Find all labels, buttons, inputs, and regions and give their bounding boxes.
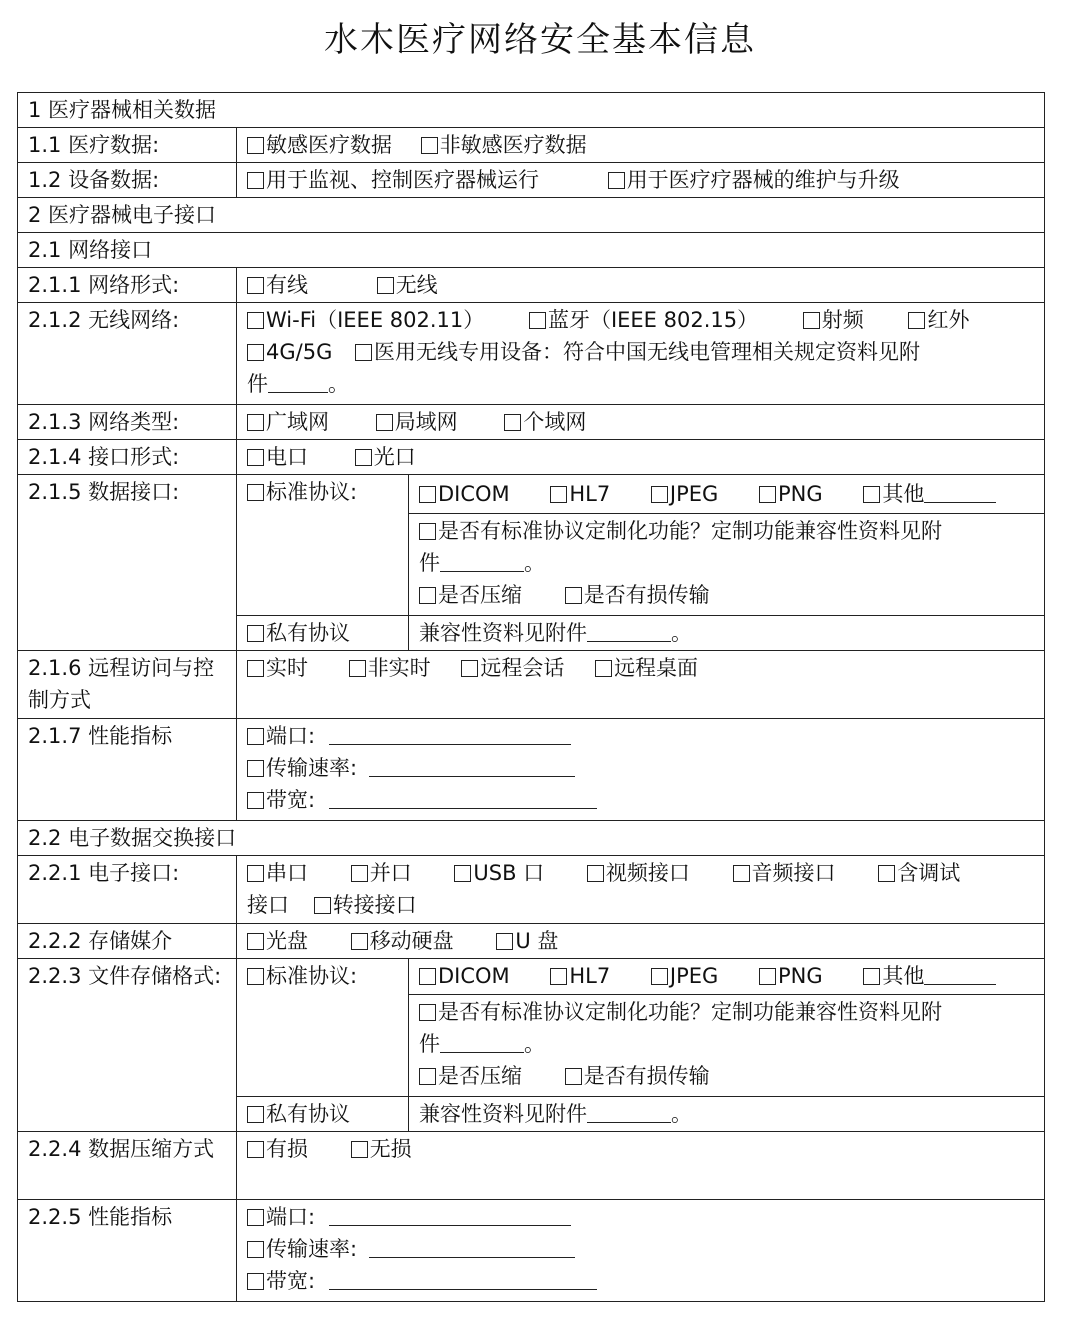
note-text: 兼容性资料见附件 bbox=[419, 1102, 587, 1126]
option-label: 无损 bbox=[369, 1137, 412, 1161]
option-label: 有线 bbox=[266, 273, 308, 297]
checkbox[interactable] bbox=[247, 865, 264, 882]
port-blank[interactable] bbox=[329, 724, 571, 745]
checkbox[interactable] bbox=[247, 968, 264, 985]
checkbox[interactable] bbox=[247, 414, 264, 431]
section-row bbox=[18, 821, 1045, 856]
checkbox[interactable] bbox=[759, 968, 776, 985]
row-options bbox=[237, 651, 1045, 719]
option-label: 带宽: bbox=[266, 1269, 316, 1293]
option-label: 是否有标准协议定制化功能？定制功能兼容性资料见附 bbox=[438, 1000, 942, 1024]
option-label: 带宽: bbox=[266, 788, 316, 812]
option-label: 含调试 bbox=[897, 861, 961, 885]
checkbox[interactable] bbox=[803, 312, 820, 329]
option-label: 其他 bbox=[882, 482, 925, 506]
checkbox[interactable] bbox=[587, 865, 604, 882]
format-options bbox=[409, 959, 1045, 995]
attachment-blank[interactable] bbox=[440, 551, 524, 572]
section-row bbox=[18, 93, 1045, 128]
option-label: 端口: bbox=[266, 724, 316, 748]
checkbox[interactable] bbox=[247, 172, 264, 189]
checkbox[interactable] bbox=[608, 172, 625, 189]
option-label: PNG bbox=[778, 964, 823, 988]
private-note bbox=[409, 1097, 1045, 1132]
option-label: 私有协议 bbox=[266, 1102, 350, 1126]
option-label: 非敏感医疗数据 bbox=[439, 133, 587, 157]
other-blank[interactable] bbox=[924, 964, 996, 985]
checkbox[interactable] bbox=[314, 897, 331, 914]
checkbox[interactable] bbox=[496, 933, 513, 950]
option-label: 是否有标准协议定制化功能？定制功能兼容性资料见附 bbox=[438, 519, 942, 543]
page-title: 水木医疗网络安全基本信息 bbox=[324, 20, 756, 60]
option-label: 个域网 bbox=[523, 410, 587, 434]
option-label: 蓝牙（IEEE 802.15） bbox=[547, 308, 759, 332]
checkbox[interactable] bbox=[454, 865, 471, 882]
row-options bbox=[237, 1132, 1045, 1200]
option-label: 传输速率: bbox=[266, 756, 358, 780]
form-row bbox=[18, 405, 1045, 440]
option-label: 电口 bbox=[266, 445, 308, 469]
protocol-label bbox=[237, 959, 409, 1097]
row-options bbox=[237, 163, 1045, 198]
checkbox[interactable] bbox=[247, 344, 264, 361]
option-label: 广域网 bbox=[266, 410, 329, 434]
attachment-blank[interactable] bbox=[440, 1032, 524, 1053]
option-label: 转接接口 bbox=[332, 893, 417, 917]
row-label: 2.2.4 数据压缩方式 bbox=[18, 1132, 237, 1200]
row-options bbox=[237, 924, 1045, 959]
option-label: 非实时 bbox=[367, 656, 431, 680]
checkbox[interactable] bbox=[733, 865, 750, 882]
rate-blank[interactable] bbox=[369, 756, 575, 777]
section-heading: 1 医疗器械相关数据 bbox=[18, 93, 1045, 128]
checkbox[interactable] bbox=[421, 137, 438, 154]
checkbox[interactable] bbox=[351, 1141, 368, 1158]
row-label: 2.2.5 性能指标 bbox=[18, 1200, 237, 1302]
row-label: 2.2.3 文件存储格式: bbox=[18, 959, 237, 1132]
attachment-blank[interactable] bbox=[587, 621, 671, 642]
protocol-label bbox=[237, 616, 409, 651]
attachment-label: 件 bbox=[419, 551, 440, 575]
custom-options bbox=[409, 514, 1045, 616]
checkbox[interactable] bbox=[247, 1273, 264, 1290]
row-options bbox=[237, 719, 1045, 821]
checkbox[interactable] bbox=[349, 660, 366, 677]
protocol-label bbox=[237, 1097, 409, 1132]
form-row bbox=[18, 924, 1045, 959]
option-label: 4G/5G bbox=[266, 340, 333, 364]
period-text: 。 bbox=[524, 1032, 545, 1056]
form-row bbox=[18, 268, 1045, 303]
checkbox[interactable] bbox=[529, 312, 546, 329]
form-row bbox=[18, 1200, 1045, 1302]
row-label: 2.1.3 网络类型: bbox=[18, 405, 237, 440]
checkbox[interactable] bbox=[863, 486, 880, 503]
attachment-label: 件 bbox=[247, 372, 268, 396]
checkbox[interactable] bbox=[355, 344, 372, 361]
row-options bbox=[237, 268, 1045, 303]
checkbox[interactable] bbox=[247, 1241, 264, 1258]
checkbox[interactable] bbox=[377, 277, 394, 294]
option-label: 红外 bbox=[927, 308, 970, 332]
option-label: 实时 bbox=[266, 656, 308, 680]
option-label: 是否有损传输 bbox=[583, 583, 710, 607]
checkbox[interactable] bbox=[247, 792, 264, 809]
option-label: 端口: bbox=[266, 1205, 316, 1229]
section-heading: 2 医疗器械电子接口 bbox=[18, 198, 1045, 233]
checkbox[interactable] bbox=[908, 312, 925, 329]
row-label: 2.1.6 远程访问与控制方式 bbox=[18, 651, 237, 719]
form-row bbox=[18, 959, 1045, 995]
checkbox[interactable] bbox=[565, 587, 582, 604]
form-row bbox=[18, 303, 1045, 405]
attachment-label: 件 bbox=[419, 1032, 440, 1056]
option-label: 是否压缩 bbox=[438, 583, 522, 607]
row-label: 2.2.1 电子接口: bbox=[18, 856, 237, 924]
checkbox[interactable] bbox=[651, 968, 668, 985]
checkbox[interactable] bbox=[355, 449, 372, 466]
checkbox[interactable] bbox=[376, 414, 393, 431]
row-options bbox=[237, 128, 1045, 163]
row-label: 2.1.1 网络形式: bbox=[18, 268, 237, 303]
option-label: 是否压缩 bbox=[438, 1064, 522, 1088]
checkbox[interactable] bbox=[550, 486, 567, 503]
checkbox[interactable] bbox=[878, 865, 895, 882]
row-label: 2.1.4 接口形式: bbox=[18, 440, 237, 475]
period-text: 。 bbox=[671, 621, 692, 645]
checkbox[interactable] bbox=[247, 1141, 264, 1158]
option-label: 串口 bbox=[266, 861, 308, 885]
option-label: 射频 bbox=[821, 308, 864, 332]
option-label: 私有协议 bbox=[266, 621, 350, 645]
section-heading: 2.1 网络接口 bbox=[18, 233, 1045, 268]
checkbox[interactable] bbox=[247, 484, 264, 501]
option-label: 传输速率: bbox=[266, 1237, 358, 1261]
option-label: 敏感医疗数据 bbox=[266, 133, 392, 157]
checkbox[interactable] bbox=[247, 277, 264, 294]
option-label: Wi-Fi（IEEE 802.11） bbox=[266, 308, 485, 332]
option-label: 用于医疗疗器械的维护与升级 bbox=[626, 168, 900, 192]
checkbox[interactable] bbox=[247, 760, 264, 777]
option-label: 视频接口 bbox=[605, 861, 690, 885]
checkbox[interactable] bbox=[419, 523, 436, 540]
option-label: 远程会话 bbox=[480, 656, 565, 680]
option-label: 光口 bbox=[373, 445, 416, 469]
checkbox[interactable] bbox=[595, 660, 612, 677]
form-row bbox=[18, 128, 1045, 163]
option-label: 音频接口 bbox=[751, 861, 836, 885]
option-label: PNG bbox=[778, 482, 823, 506]
option-label: 光盘 bbox=[266, 929, 308, 953]
option-label: 有损 bbox=[266, 1137, 308, 1161]
section-heading: 2.2 电子数据交换接口 bbox=[18, 821, 1045, 856]
checkbox[interactable] bbox=[247, 1106, 264, 1123]
checkbox[interactable] bbox=[247, 449, 264, 466]
option-label: 用于监视、控制医疗器械运行 bbox=[266, 168, 539, 192]
checkbox[interactable] bbox=[351, 865, 368, 882]
rate-blank[interactable] bbox=[369, 1237, 575, 1258]
option-label: DICOM bbox=[438, 482, 510, 506]
checkbox[interactable] bbox=[419, 1004, 436, 1021]
form-row bbox=[18, 475, 1045, 514]
form-row bbox=[18, 440, 1045, 475]
option-label: 无线 bbox=[395, 273, 438, 297]
option-label: JPEG bbox=[669, 964, 719, 988]
option-label: 标准协议: bbox=[266, 480, 358, 504]
option-label: DICOM bbox=[438, 964, 510, 988]
checkbox[interactable] bbox=[419, 968, 436, 985]
form-row bbox=[18, 719, 1045, 821]
section-row bbox=[18, 198, 1045, 233]
row-options bbox=[237, 1200, 1045, 1302]
checkbox[interactable] bbox=[247, 625, 264, 642]
custom-options bbox=[409, 995, 1045, 1097]
row-options bbox=[237, 405, 1045, 440]
checkbox[interactable] bbox=[419, 486, 436, 503]
note-text: 兼容性资料见附件 bbox=[419, 621, 587, 645]
row-label: 1.2 设备数据: bbox=[18, 163, 237, 198]
option-label: 远程桌面 bbox=[614, 656, 699, 680]
checkbox[interactable] bbox=[247, 728, 264, 745]
period-text: 。 bbox=[524, 551, 545, 575]
option-label: 移动硬盘 bbox=[369, 929, 454, 953]
option-label: USB 口 bbox=[473, 861, 545, 885]
row-options bbox=[237, 303, 1045, 405]
checkbox[interactable] bbox=[247, 312, 264, 329]
protocol-label bbox=[237, 475, 409, 616]
checkbox[interactable] bbox=[351, 933, 368, 950]
row-label: 2.1.5 数据接口: bbox=[18, 475, 237, 651]
checkbox[interactable] bbox=[419, 587, 436, 604]
attachment-blank[interactable] bbox=[268, 372, 328, 393]
option-label: HL7 bbox=[569, 482, 611, 506]
checkbox[interactable] bbox=[504, 414, 521, 431]
other-blank[interactable] bbox=[924, 482, 996, 503]
checkbox[interactable] bbox=[247, 1209, 264, 1226]
period-text: 。 bbox=[328, 372, 349, 396]
private-note bbox=[409, 616, 1045, 651]
checkbox[interactable] bbox=[651, 486, 668, 503]
port-blank[interactable] bbox=[329, 1205, 571, 1226]
checkbox[interactable] bbox=[419, 1068, 436, 1085]
option-label: 是否有损传输 bbox=[583, 1064, 710, 1088]
checkbox[interactable] bbox=[550, 968, 567, 985]
row-label: 1.1 医疗数据: bbox=[18, 128, 237, 163]
checkbox[interactable] bbox=[565, 1068, 582, 1085]
checkbox[interactable] bbox=[759, 486, 776, 503]
checkbox[interactable] bbox=[863, 968, 880, 985]
option-label: U 盘 bbox=[515, 929, 559, 953]
option-label: 其他 bbox=[882, 964, 925, 988]
info-form bbox=[17, 92, 1044, 1302]
bandwidth-blank[interactable] bbox=[329, 1269, 597, 1290]
row-label: 2.1.7 性能指标 bbox=[18, 719, 237, 821]
row-label: 2.2.2 存储媒介 bbox=[18, 924, 237, 959]
form-row bbox=[18, 163, 1045, 198]
section-row bbox=[18, 233, 1045, 268]
attachment-blank[interactable] bbox=[587, 1102, 671, 1123]
checkbox[interactable] bbox=[247, 933, 264, 950]
row-label: 2.1.2 无线网络: bbox=[18, 303, 237, 405]
form-row bbox=[18, 856, 1045, 924]
checkbox[interactable] bbox=[247, 660, 264, 677]
option-label: 局域网 bbox=[394, 410, 458, 434]
bandwidth-blank[interactable] bbox=[329, 788, 597, 809]
checkbox[interactable] bbox=[461, 660, 478, 677]
checkbox[interactable] bbox=[247, 137, 264, 154]
option-label: HL7 bbox=[569, 964, 611, 988]
form-row bbox=[18, 1132, 1045, 1200]
option-label: 并口 bbox=[369, 861, 412, 885]
option-label: JPEG bbox=[669, 482, 719, 506]
row-options bbox=[237, 440, 1045, 475]
form-table bbox=[17, 92, 1045, 1302]
option-label: 医用无线专用设备：符合中国无线电管理相关规定资料见附 bbox=[374, 340, 921, 364]
option-label: 标准协议: bbox=[266, 964, 358, 988]
option-label: 接口 bbox=[247, 893, 289, 917]
form-row bbox=[18, 651, 1045, 719]
period-text: 。 bbox=[671, 1102, 692, 1126]
format-options bbox=[409, 475, 1045, 514]
row-options bbox=[237, 856, 1045, 924]
